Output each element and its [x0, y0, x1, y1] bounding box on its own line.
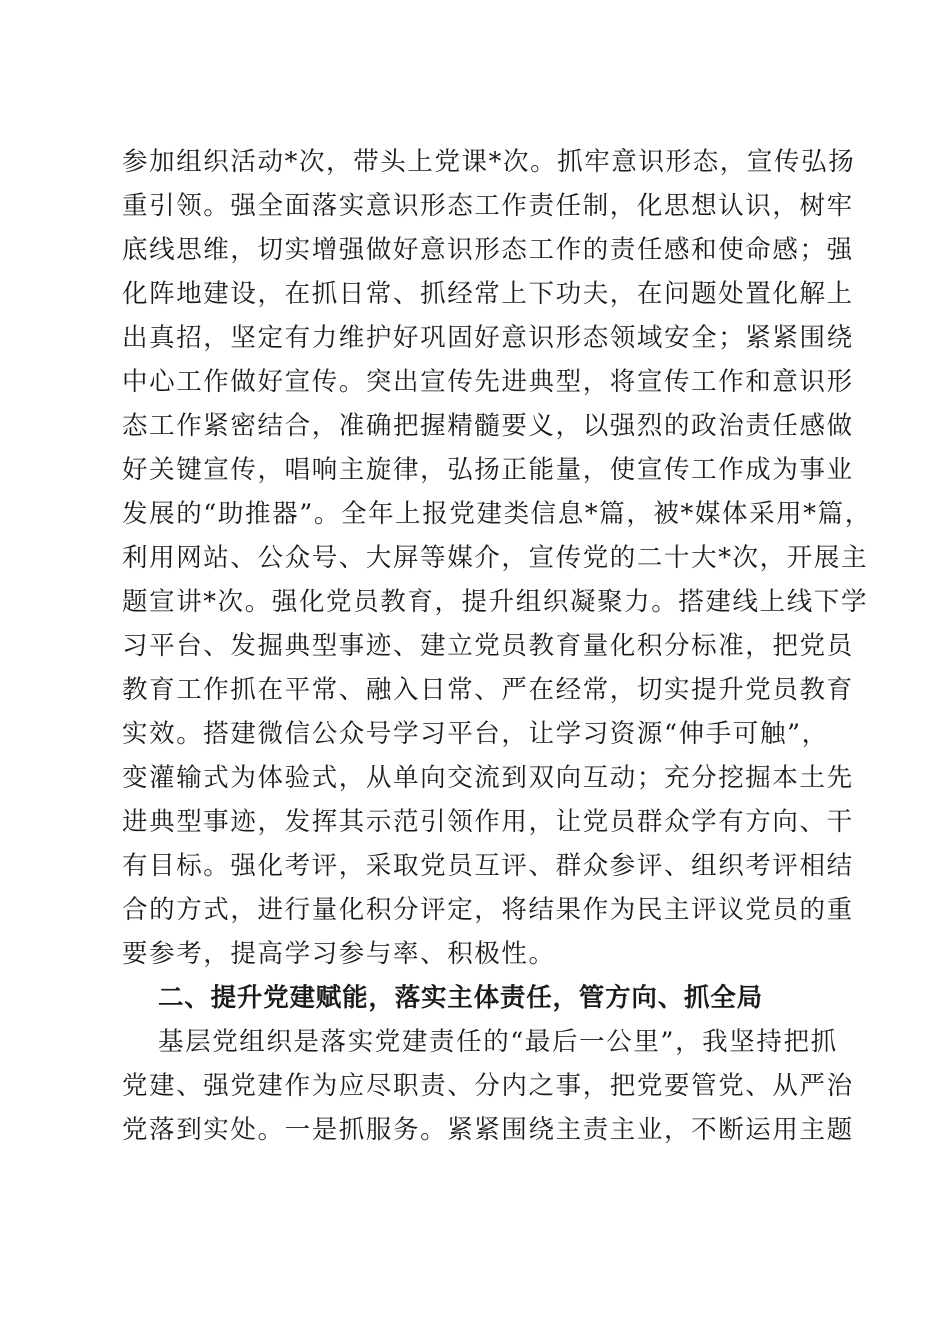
body-line: 好关键宣传，唱响主旋律，弘扬正能量，使宣传工作成为事业: [122, 455, 854, 485]
body-line: 重引领。强全面落实意识形态工作责任制，化思想认识，树牢: [122, 191, 854, 221]
body-line: 教育工作抓在平常、融入日常、严在经常，切实提升党员教育: [122, 675, 854, 705]
body-line: 有目标。强化考评，采取党员互评、群众参评、组织考评相结: [122, 851, 854, 881]
body-line: 中心工作做好宣传。突出宣传先进典型，将宣传工作和意识形: [122, 367, 854, 397]
body-line: 出真招，坚定有力维护好巩固好意识形态领域安全；紧紧围绕: [122, 323, 854, 353]
body-line: 底线思维，切实增强做好意识形态工作的责任感和使命感；强: [122, 235, 854, 265]
body-line: 态工作紧密结合，准确把握精髓要义，以强烈的政治责任感做: [122, 411, 854, 441]
body-line: 进典型事迹，发挥其示范引领作用，让党员群众学有方向、干: [122, 807, 854, 837]
body-line: 利用网站、公众号、大屏等媒介，宣传党的二十大*次，开展主: [122, 543, 869, 573]
body-line: 习平台、发掘典型事迹、建立党员教育量化积分标准，把党员: [122, 631, 854, 661]
body-line: 要参考，提高学习参与率、积极性。: [122, 939, 556, 969]
body-line: 党落到实处。一是抓服务。紧紧围绕主责主业，不断运用主题: [122, 1115, 854, 1145]
section-heading: 二、提升党建赋能，落实主体责任，管方向、抓全局: [158, 983, 763, 1013]
body-line: 合的方式，进行量化积分评定，将结果作为民主评议党员的重: [122, 895, 854, 925]
body-line: 党建、强党建作为应尽职责、分内之事，把党要管党、从严治: [122, 1071, 854, 1101]
body-line: 实效。搭建微信公众号学习平台，让学习资源“伸手可触”，: [122, 719, 829, 749]
body-line: 发展的“助推器”。全年上报党建类信息*篇，被*媒体采用*篇，: [122, 499, 872, 529]
body-line: 化阵地建设，在抓日常、抓经常上下功夫，在问题处置化解上: [122, 279, 854, 309]
body-line: 题宣讲*次。强化党员教育，提升组织凝聚力。搭建线上线下学: [122, 587, 869, 617]
body-line: 变灌输式为体验式，从单向交流到双向互动；充分挖掘本土先: [122, 763, 854, 793]
body-line: 参加组织活动*次，带头上党课*次。抓牢意识形态，宣传弘扬: [122, 147, 856, 177]
body-line: 基层党组织是落实党建责任的“最后一公里”，我坚持把抓: [158, 1027, 838, 1057]
